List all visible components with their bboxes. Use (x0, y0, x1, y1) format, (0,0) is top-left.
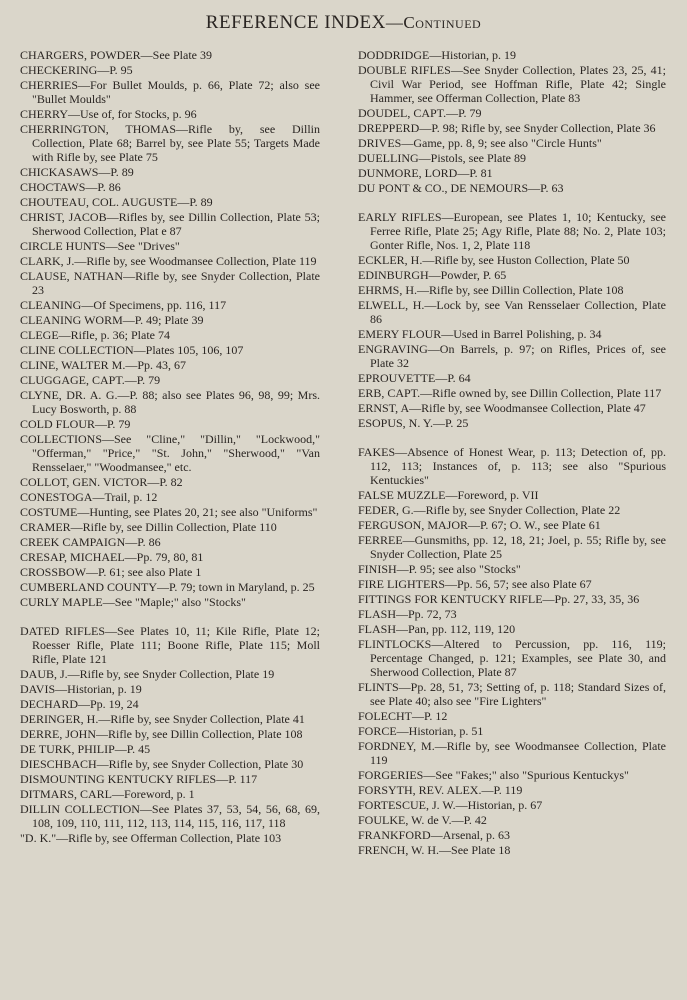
index-entry: ECKLER, H.—Rifle by, see Huston Collection, Plate 50 (358, 253, 630, 267)
index-entry: DODDRIDGE—Historian, p. 19 (358, 48, 516, 62)
section-gap (358, 431, 666, 445)
index-entry: FOULKE, W. de V.—P. 42 (358, 813, 487, 827)
index-entry: CLARK, J.—Rifle by, see Woodmansee Collection, Plate 119 (20, 254, 317, 268)
index-entry: CHICKASAWS—P. 89 (20, 165, 134, 179)
index-entry: FLASH—Pp. 72, 73 (358, 607, 457, 621)
section-gap (20, 610, 320, 624)
index-entry: DAUB, J.—Rifle by, see Snyder Collection, Plate 19 (20, 667, 275, 681)
index-entry: FINISH—P. 95; see also "Stocks" (358, 562, 521, 576)
index-entry: DERRE, JOHN—Rifle by, see Dillin Collection, Plate 108 (20, 727, 303, 741)
title-continued: —Continued (385, 13, 482, 32)
index-entry: DITMARS, CARL—Foreword, p. 1 (20, 787, 195, 801)
index-entry: FRANKFORD—Arsenal, p. 63 (358, 828, 511, 842)
index-entry: FLINTLOCKS—Altered to Percussion, pp. 116, 119; Percentage Changed, p. 121; Examples, see Plate 30, and Sherwood Collection, Plate 87 (358, 637, 666, 679)
index-entry: FORSYTH, REV. ALEX.—P. 119 (358, 783, 523, 797)
index-entry: DOUBLE RIFLES—See Snyder Collection, Plates 23, 25, 41; Civil War Period, see Hoffman Rifle, Plate 42; Single Hammer, see Offerman Collection, Plate 83 (358, 63, 666, 105)
index-entry: CHERRINGTON, THOMAS—Rifle by, see Dillin Collection, Plate 68; Barrel by, see Plate 55; Targets Made with Rifle by, see Plate 75 (20, 122, 320, 164)
index-entry: ELWELL, H.—Lock by, see Van Rensselaer Collection, Plate 86 (358, 298, 666, 326)
page-title (0, 12, 687, 34)
index-entry: CRAMER—Rifle by, see Dillin Collection, Plate 110 (20, 520, 277, 534)
index-entry: DATED RIFLES—See Plates 10, 11; Kile Rifle, Plate 12; Roesser Rifle, Plate 111; Boone Rifle, Plate 115; Moll Rifle, Plate 121 (20, 624, 320, 666)
section-gap (358, 196, 666, 210)
index-entry: DERINGER, H.—Rifle by, see Snyder Collection, Plate 41 (20, 712, 305, 726)
title-main: REFERENCE INDEX (205, 12, 386, 33)
index-entry: FALSE MUZZLE—Foreword, p. VII (358, 488, 539, 502)
index-entry: CLUGGAGE, CAPT.—P. 79 (20, 373, 161, 387)
index-entry: DAVIS—Historian, p. 19 (20, 682, 142, 696)
index-entry: FORDNEY, M.—Rifle by, see Woodmansee Collection, Plate 119 (358, 739, 666, 767)
index-entry: FLINTS—Pp. 28, 51, 73; Setting of, p. 118; Standard Sizes of, see Plate 40; also see "Fire Lighters" (358, 680, 666, 708)
index-entry: ERNST, A—Rifle by, see Woodmansee Collection, Plate 47 (358, 401, 646, 415)
index-entry: COLLECTIONS—See "Cline," "Dillin," "Lockwood," "Offerman," "Price," "St. John," "Sherwood," "Van Rensselaer," "Woodmansee," etc. (20, 432, 320, 474)
index-entry: DREPPERD—P. 98; Rifle by, see Snyder Collection, Plate 36 (358, 121, 656, 135)
index-entry: CHECKERING—P. 95 (20, 63, 133, 77)
index-right-column (358, 48, 666, 858)
index-entry: COLD FLOUR—P. 79 (20, 417, 131, 431)
index-entry: CHERRY—Use of, for Stocks, p. 96 (20, 107, 197, 121)
index-entry: DUNMORE, LORD—P. 81 (358, 166, 493, 180)
index-entry: COLLOT, GEN. VICTOR—P. 82 (20, 475, 183, 489)
index-entry: EMERY FLOUR—Used in Barrel Polishing, p. 34 (358, 327, 602, 341)
index-entry: EHRMS, H.—Rifle by, see Dillin Collection, Plate 108 (358, 283, 624, 297)
index-entry: EARLY RIFLES—European, see Plates 1, 10; Kentucky, see Ferree Rifle, Plate 25; Agy Rifle, Plate 88; No. 2, Plate 103; Gonter Rifle, Nos. 1, 2, Plate 118 (358, 210, 666, 252)
index-entry: CHERRIES—For Bullet Moulds, p. 66, Plate 72; also see "Bullet Moulds" (20, 78, 320, 106)
index-entry: FORCE—Historian, p. 51 (358, 724, 484, 738)
index-entry: FOLECHT—P. 12 (358, 709, 448, 723)
index-left-column (20, 48, 320, 846)
index-entry: CLAUSE, NATHAN—Rifle by, see Snyder Collection, Plate 23 (20, 269, 320, 297)
index-entry: EDINBURGH—Powder, P. 65 (358, 268, 507, 282)
index-entry: ESOPUS, N. Y.—P. 25 (358, 416, 469, 430)
index-entry: COSTUME—Hunting, see Plates 20, 21; see also "Uniforms" (20, 505, 318, 519)
index-entry: FIRE LIGHTERS—Pp. 56, 57; see also Plate 67 (358, 577, 592, 591)
index-entry: DE TURK, PHILIP—P. 45 (20, 742, 151, 756)
index-entry: FORGERIES—See "Fakes;" also "Spurious Kentuckys" (358, 768, 629, 782)
index-entry: DU PONT & CO., DE NEMOURS—P. 63 (358, 181, 564, 195)
index-entry: CIRCLE HUNTS—See "Drives" (20, 239, 180, 253)
index-entry: DUELLING—Pistols, see Plate 89 (358, 151, 526, 165)
index-entry: DECHARD—Pp. 19, 24 (20, 697, 139, 711)
index-entry: CLINE COLLECTION—Plates 105, 106, 107 (20, 343, 244, 357)
index-entry: EPROUVETTE—P. 64 (358, 371, 471, 385)
index-entry: CLINE, WALTER M.—Pp. 43, 67 (20, 358, 187, 372)
index-entry: DIESCHBACH—Rifle by, see Snyder Collection, Plate 30 (20, 757, 304, 771)
index-entry: CLEGE—Rifle, p. 36; Plate 74 (20, 328, 170, 342)
index-entry: CONESTOGA—Trail, p. 12 (20, 490, 158, 504)
index-entry: FAKES—Absence of Honest Wear, p. 113; Detection of, pp. 112, 113; Instances of, p. 113; see also "Spurious Kentuckies" (358, 445, 666, 487)
index-entry: CREEK CAMPAIGN—P. 86 (20, 535, 161, 549)
index-entry: FERREE—Gunsmiths, pp. 12, 18, 21; Joel, p. 55; Rifle by, see Snyder Collection, Plate 25 (358, 533, 666, 561)
index-entry: CHRIST, JACOB—Rifles by, see Dillin Collection, Plate 53; Sherwood Collection, Plat e 87 (20, 210, 320, 238)
index-entry: CLYNE, DR. A. G.—P. 88; also see Plates 96, 98, 99; Mrs. Lucy Bosworth, p. 88 (20, 388, 320, 416)
index-entry: CURLY MAPLE—See "Maple;" also "Stocks" (20, 595, 246, 609)
index-entry: ENGRAVING—On Barrels, p. 97; on Rifles, Prices of, see Plate 32 (358, 342, 666, 370)
index-entry: DISMOUNTING KENTUCKY RIFLES—P. 117 (20, 772, 258, 786)
index-entry: FLASH—Pan, pp. 112, 119, 120 (358, 622, 516, 636)
index-entry: CHOCTAWS—P. 86 (20, 180, 121, 194)
index-entry: CROSSBOW—P. 61; see also Plate 1 (20, 565, 202, 579)
index-entry: DILLIN COLLECTION—See Plates 37, 53, 54, 56, 68, 69, 108, 109, 110, 111, 112, 113, 114, 115, 116, 117, 118 (20, 802, 320, 830)
index-entry: CLEANING—Of Specimens, pp. 116, 117 (20, 298, 227, 312)
index-entry: CHOUTEAU, COL. AUGUSTE—P. 89 (20, 195, 213, 209)
index-entry: FITTINGS FOR KENTUCKY RIFLE—Pp. 27, 33, 35, 36 (358, 592, 640, 606)
index-entry: "D. K."—Rifle by, see Offerman Collection, Plate 103 (20, 831, 282, 845)
index-entry: FORTESCUE, J. W.—Historian, p. 67 (358, 798, 543, 812)
index-entry: CLEANING WORM—P. 49; Plate 39 (20, 313, 204, 327)
index-entry: CUMBERLAND COUNTY—P. 79; town in Maryland, p. 25 (20, 580, 315, 594)
index-entry: CHARGERS, POWDER—See Plate 39 (20, 48, 212, 62)
index-entry: ERB, CAPT.—Rifle owned by, see Dillin Collection, Plate 117 (358, 386, 662, 400)
index-entry: FEDER, G.—Rifle by, see Snyder Collection, Plate 22 (358, 503, 621, 517)
index-entry: FERGUSON, MAJOR—P. 67; O. W., see Plate 61 (358, 518, 601, 532)
index-entry: DRIVES—Game, pp. 8, 9; see also "Circle Hunts" (358, 136, 602, 150)
index-entry: FRENCH, W. H.—See Plate 18 (358, 843, 511, 857)
index-entry: CRESAP, MICHAEL—Pp. 79, 80, 81 (20, 550, 204, 564)
index-entry: DOUDEL, CAPT.—P. 79 (358, 106, 482, 120)
